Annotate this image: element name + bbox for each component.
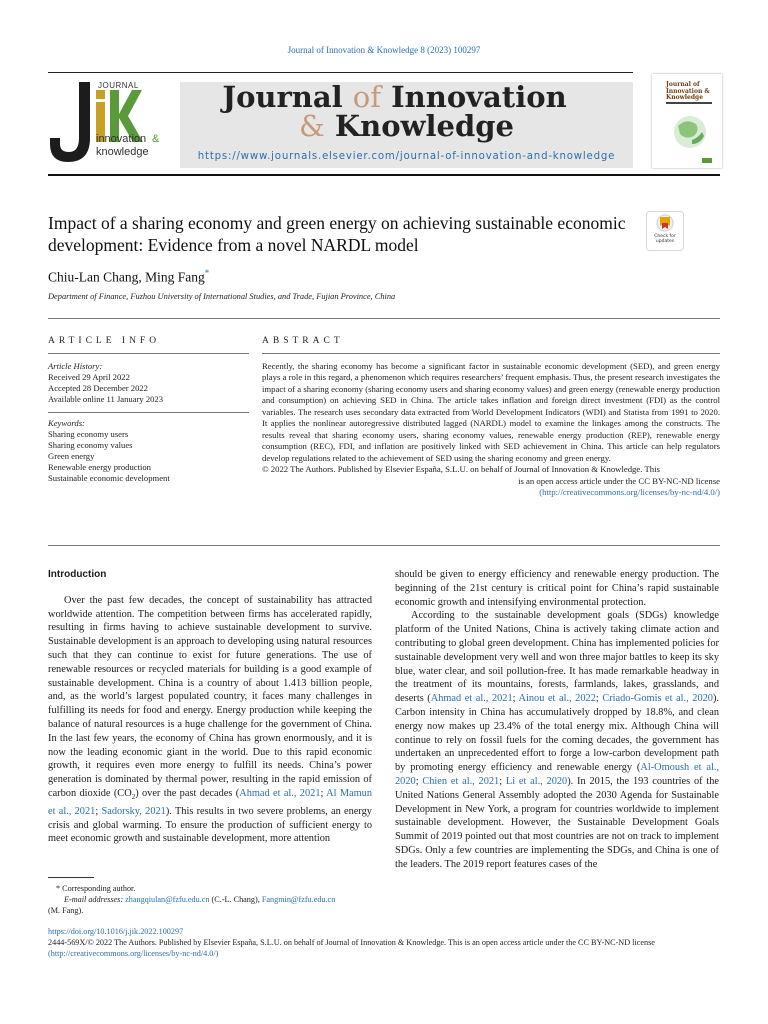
citation-link[interactable]: Chien et al., 2021	[422, 775, 500, 787]
intro-text-1c: ). This results in two severe problems, an energy crisis and global warming. To ensure the production of sufficient energy to meet economic growth and sustainable development, more attention	[48, 805, 372, 845]
citation-link[interactable]: Ahmad et al., 2021	[430, 693, 513, 705]
citation-link[interactable]: Criado-Gomis et al., 2020	[602, 693, 713, 705]
abstract-license-link[interactable]: (http://creativecommons.org/licenses/by-nc-nd/4.0/)	[539, 486, 720, 497]
keyword-item: Renewable energy production	[48, 462, 151, 472]
abstract-license-link-row	[262, 487, 720, 498]
keyword-item: Sharing economy values	[48, 440, 133, 450]
email-owner-fang: (M. Fang).	[48, 906, 84, 915]
intro-paragraph-2	[395, 609, 719, 871]
intro-paragraph-1-cont: should be given to energy efficiency and renewable energy production. The beginning of the 21st century is critical point for China’s rapid sustainable economic growth and intensifying environmental protection.	[395, 569, 719, 608]
affiliation-rule	[48, 318, 720, 319]
logo-label-knowledge: knowledge	[96, 146, 149, 158]
check-for-updates-icon[interactable]	[646, 211, 684, 251]
cover-globe-icon	[652, 74, 722, 168]
history-rule	[48, 412, 249, 413]
citation-link[interactable]: Ahmad et al., 2021	[239, 787, 321, 799]
bottom-license-link[interactable]: (http://creativecommons.org/licenses/by-nc-nd/4.0/)	[48, 949, 219, 958]
keyword-item: Sustainable economic development	[48, 473, 170, 483]
article-info-rule	[48, 353, 249, 354]
email-label: E-mail addresses:	[64, 895, 124, 904]
email-owner-chang: (C.-L. Chang),	[209, 895, 262, 904]
footnote-rule	[48, 877, 94, 878]
footnote	[48, 883, 378, 916]
banner-title-line-1	[168, 82, 621, 112]
footnote-mark: *	[56, 884, 61, 893]
bottom-info	[48, 926, 728, 959]
introduction-heading: Introduction	[48, 569, 107, 580]
check-for-updates-caption-1: Check for	[654, 234, 676, 239]
keywords-label: Keywords:	[48, 418, 85, 428]
accepted-date: Accepted 28 December 2022	[48, 383, 148, 393]
intro-paragraph-1	[48, 594, 372, 846]
intro-text-1b: ) over the past decades (	[135, 787, 240, 799]
citation-link[interactable]: Al Mamun et al., 2021	[48, 787, 373, 817]
citation-link[interactable]: Al-Omoush et al., 2020	[395, 762, 719, 787]
received-date: Received 29 April 2022	[48, 372, 130, 382]
co2-subscript: 2	[131, 793, 136, 802]
abstract-rule	[262, 353, 720, 354]
cover-title: Journal of Innovation & Knowledge	[666, 81, 710, 101]
intro-text-1a: Over the past few decades, the concept of sustainability has attracted worldwide attention. The competition between firms has accelerated rapidly, resulting in firms having to achieve sustainable development to survive. Sustainable development is an approach to developing using natural resources such that they can continue to exist for future generations. The use of renewable resources or recycled materials for building is a good example of sustainable development. China is a country of about 1.413 billion people, and, as the world’s largest populated country, it faces many challenges in fulfilling its needs for food and energy. Energy production while keeping the balance of natural resources is a huge challenge for the government of China. In the last few years, the economy of China has grown enormously, and it is now the leading economic giant in the world. Due to this rapid economic growth, it requires even more energy to fulfill its needs. China’s power generation is dominated by thermal power, resulting in the rapid emission of carbon dioxide (CO	[48, 594, 372, 799]
corresponding-author-mark[interactable]: *	[204, 268, 210, 278]
logo-i-dot	[96, 90, 105, 99]
history-label: Article History:	[48, 361, 103, 371]
author-list	[48, 268, 209, 286]
banner-word-of: of	[352, 80, 381, 114]
logo-label-innovation: innovation	[96, 133, 147, 145]
banner-word-journal: Journal	[222, 80, 343, 114]
intro-text-2b: ). Carbon intensity in China has accumulatively dropped by 18.8%, and clean energy now makes up 23.4% of the total energy mix. Although China will continue to rely on fossil fuels for the coming decades, the government has undertaken an unprecedented effort to forge a low-carbon development path by promoting energy efficiency and renewable energy (	[395, 693, 719, 774]
footnote-emails	[48, 894, 378, 905]
abstract-bottom-rule	[48, 545, 720, 546]
article-title: Impact of a sharing economy and green energy on achieving sustainable economic development: Evidence from a novel NARDL model	[48, 213, 626, 255]
author-affiliation: Department of Finance, Fuzhou University of International Studies, and Trade, Fujian Province, China	[48, 292, 396, 301]
abstract-heading: ABSTRACT	[262, 336, 344, 346]
check-for-updates-caption-2: updates	[655, 239, 675, 244]
journal-reference[interactable]: Journal of Innovation & Knowledge 8 (2023) 100297	[287, 45, 481, 55]
doi-link[interactable]: https://doi.org/10.1016/j.jik.2022.100297	[48, 927, 184, 936]
journal-cover-thumbnail[interactable]	[652, 74, 722, 168]
article-info-heading: ARTICLE INFO	[48, 336, 161, 346]
keyword-item: Green energy	[48, 451, 95, 461]
banner-word-amp: &	[298, 109, 325, 143]
email-link-fang[interactable]: Fangmin@fzfu.edu.cn	[261, 895, 336, 904]
citation-separator: ;	[595, 693, 603, 705]
corresponding-author-text: Corresponding author.	[62, 884, 136, 893]
citation-separator: ;	[415, 775, 423, 787]
banner-word-knowledge: Knowledge	[334, 109, 514, 143]
online-date: Available online 11 January 2023	[48, 394, 164, 404]
banner-word-innovation: Innovation	[391, 80, 567, 114]
intro-text-2c: ). In 2015, the 193 countries of the United Nations General Assembly adopted the 2030 Agenda for Sustainable Development in New York, a program for countries worldwide to implement sustainable development. However, the Sustainable Development Goals Summit of 2019 pointed out that most countries are not on track to implement SDGs. Only a few countries are implementing the SDGs, and China is one of the leaders. The 2019 report features cases of the	[395, 775, 719, 870]
article-history	[48, 361, 248, 405]
keyword-item: Sharing economy users	[48, 429, 129, 439]
abstract-copyright: © 2022 The Authors. Published by Elsevier España, S.L.U. on behalf of Journal of Innovation & Knowledge. This	[262, 464, 660, 475]
top-rule	[48, 72, 633, 73]
body-right-column	[395, 568, 719, 872]
check-for-updates-caption	[646, 234, 684, 244]
journal-homepage-link[interactable]: https://www.journals.elsevier.com/journal-of-innovation-and-knowledge	[197, 151, 616, 162]
citation-separator: ;	[512, 693, 519, 705]
issn-license-line: 2444-569X/© 2022 The Authors. Published by Elsevier España, S.L.U. on behalf of Journal of Innovation & Knowledge. This is an open access article under the CC BY-NC-ND license	[48, 938, 655, 947]
journal-banner	[180, 82, 633, 168]
email-link-chang[interactable]: zhangqiulan@fzfu.edu.cn	[125, 895, 210, 904]
body-left-column	[48, 568, 372, 846]
citation-separator: ;	[95, 805, 102, 817]
keywords-block	[48, 418, 248, 484]
author-names: Chiu-Lan Chang, Ming Fang	[48, 269, 205, 285]
citation-link[interactable]: Li et al., 2020	[505, 775, 568, 787]
citation-link[interactable]: Sadorsky, 2021	[101, 805, 166, 817]
logo-j-letter	[50, 82, 90, 162]
banner-title-line-2	[180, 111, 633, 141]
journal-logo	[48, 80, 166, 166]
logo-label-journal: JOURNAL	[98, 81, 139, 90]
abstract-license-line: is an open access article under the CC BY-NC-ND license	[518, 475, 720, 486]
footnote-corresponding	[48, 883, 378, 894]
citation-link[interactable]: Ainou et al., 2022	[518, 693, 596, 705]
abstract	[262, 361, 720, 498]
header-rule	[48, 174, 720, 176]
abstract-text: Recently, the sharing economy has become a significant factor in sustainable economic development (SED), and green energy plays a role in this regard, a phenomenon which requires researchers’ frequent emphasis. Thus, the present research investigates the impact of a sharing economy (sharing economy users and sharing economy values) and green energy (renewable energy production and consumption) on achieving SED in China. The article takes inflation and foreign direct investment (FDI) as the control variables. The research uses secondary data extracted from World Development Indicators (WDI) and Statista from 1991 to 2020. It applies the nonlinear autoregressive distributed lagged (NARDL) model to examine the linkages among the constructs. The results reveal that sharing economy users, sharing economy values, renewable energy production (REP), renewable energy consumption (REC), FDI, and inflation are positively linked with SED achievement in China. This article can help regulators develop regulations related to the achievement of SED using the sharing economy and green energy.	[262, 361, 720, 463]
intro-text-2a: According to the sustainable development goals (SDGs) knowledge platform of the United Nations, China is actively taking climate action and contributing to global green development. China has implemented policies for sustainable development very well and won three major battles to keep its sky blue, water clear, and soil pollution-free. It has made remarkable headway in the treatment of its mountains, forests, farmlands, lakes, grasslands, and deserts (	[395, 610, 719, 705]
citation-separator: ;	[320, 787, 327, 799]
logo-label-amp: &	[152, 133, 160, 145]
citation-separator: ;	[499, 775, 506, 787]
